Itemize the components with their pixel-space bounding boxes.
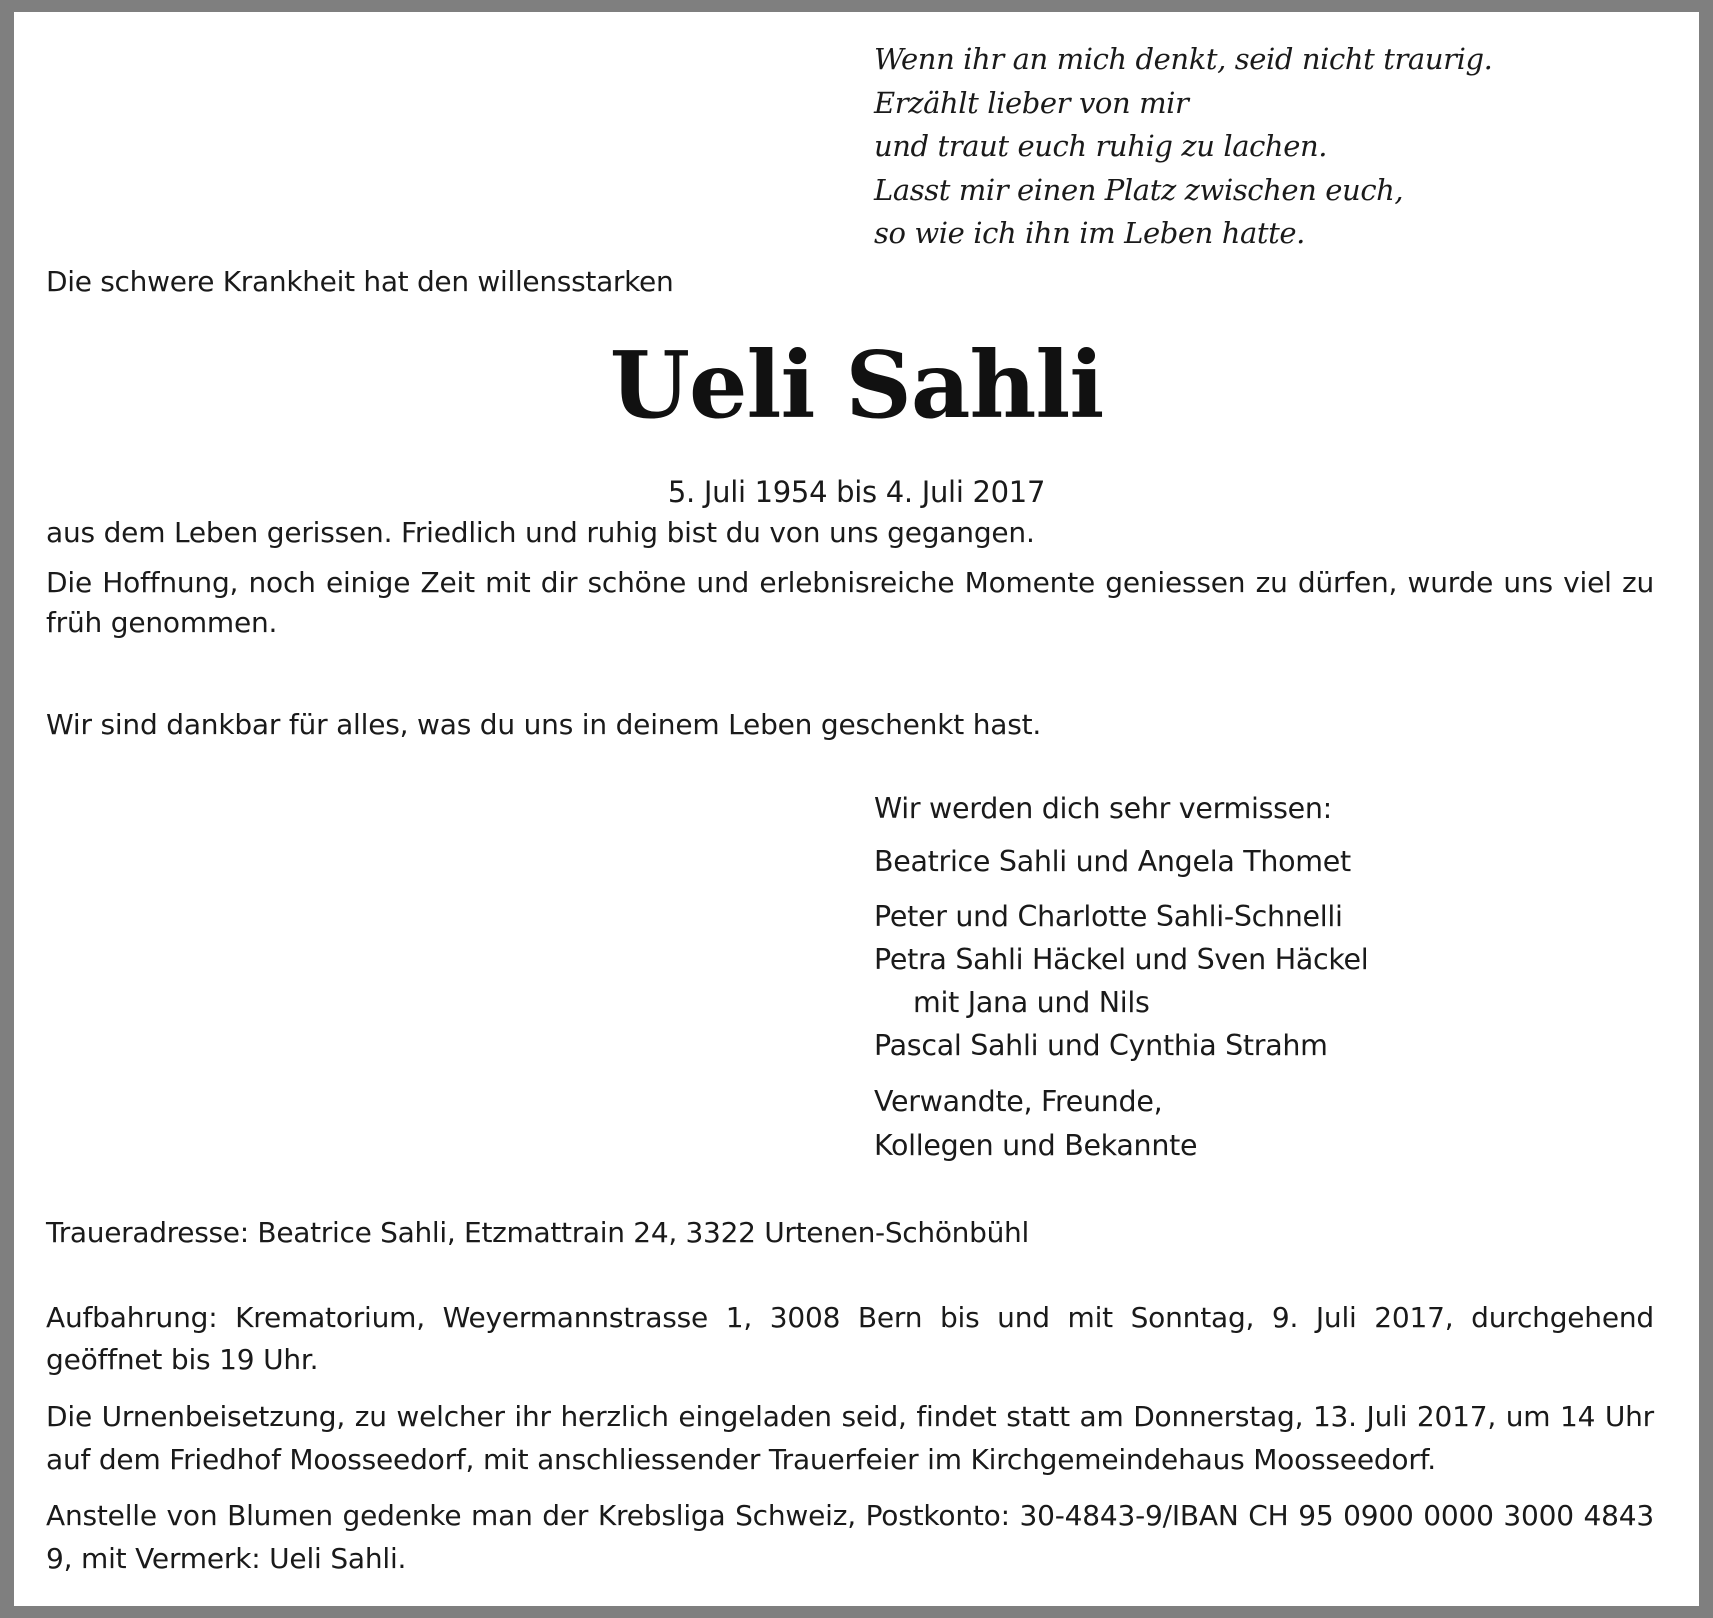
mourners-heading: Wir werden dich sehr vermissen:	[874, 792, 1332, 825]
mourner-entry: Peter und Charlotte Sahli-Schnelli	[874, 900, 1343, 933]
mourner-entry: mit Jana und Nils	[913, 986, 1150, 1019]
mourner-entry: Verwandte, Freunde,	[874, 1085, 1163, 1118]
mourner-entry: Beatrice Sahli und Angela Thomet	[874, 845, 1351, 878]
intro-text: Die schwere Krankheit hat den willensstarken	[46, 265, 674, 298]
donation-notice: Anstelle von Blumen gedenke man der Krebsliga Schweiz, Postkonto: 30-4843-9/IBAN CH 95 0900 0000 3000 4843 9, mit Vermerk: Ueli Sahli.	[46, 1499, 1654, 1575]
poem-line: Wenn ihr an mich denkt, seid nicht traurig.	[874, 42, 1493, 76]
body-paragraph: Die Hoffnung, noch einige Zeit mit dir schöne und erlebnisreiche Momente geniessen zu dürfen, wurde uns viel zu früh genommen.	[46, 566, 1654, 639]
mourner-entry: Petra Sahli Häckel und Sven Häckel	[874, 943, 1369, 976]
burial-notice: Die Urnenbeisetzung, zu welcher ihr herzlich eingeladen seid, findet statt am Donnerstag, 13. Juli 2017, um 14 Uhr auf dem Friedhof Moosseedorf, mit anschliessender Trauerfeier im Kirchgemeindehaus Moosseedorf.	[46, 1400, 1654, 1476]
mourner-entry: Kollegen und Bekannte	[874, 1129, 1198, 1162]
viewing-notice: Aufbahrung: Krematorium, Weyermannstrasse 1, 3008 Bern bis und mit Sonntag, 9. Juli 2017, durchgehend geöffnet bis 19 Uhr.	[46, 1301, 1654, 1376]
deceased-name: Ueli Sahli	[609, 331, 1104, 439]
memorial-poem	[874, 38, 1492, 256]
body-paragraph: Wir sind dankbar für alles, was du uns in deinem Leben geschenkt hast.	[46, 708, 1042, 741]
poem-line: und traut euch ruhig zu lachen.	[874, 129, 1328, 163]
life-dates: 5. Juli 1954 bis 4. Juli 2017	[667, 475, 1046, 509]
body-paragraph: aus dem Leben gerissen. Friedlich und ruhig bist du von uns gegangen.	[46, 516, 1035, 549]
poem-line: Erzählt lieber von mir	[874, 85, 1189, 120]
mourner-entry: Pascal Sahli und Cynthia Strahm	[874, 1029, 1328, 1062]
poem-line: so wie ich ihn im Leben hatte.	[874, 216, 1305, 250]
poem-line: Lasst mir einen Platz zwischen euch,	[874, 172, 1404, 207]
mourning-address: Traueradresse: Beatrice Sahli, Etzmattrain 24, 3322 Urtenen-Schönbühl	[46, 1216, 1029, 1249]
